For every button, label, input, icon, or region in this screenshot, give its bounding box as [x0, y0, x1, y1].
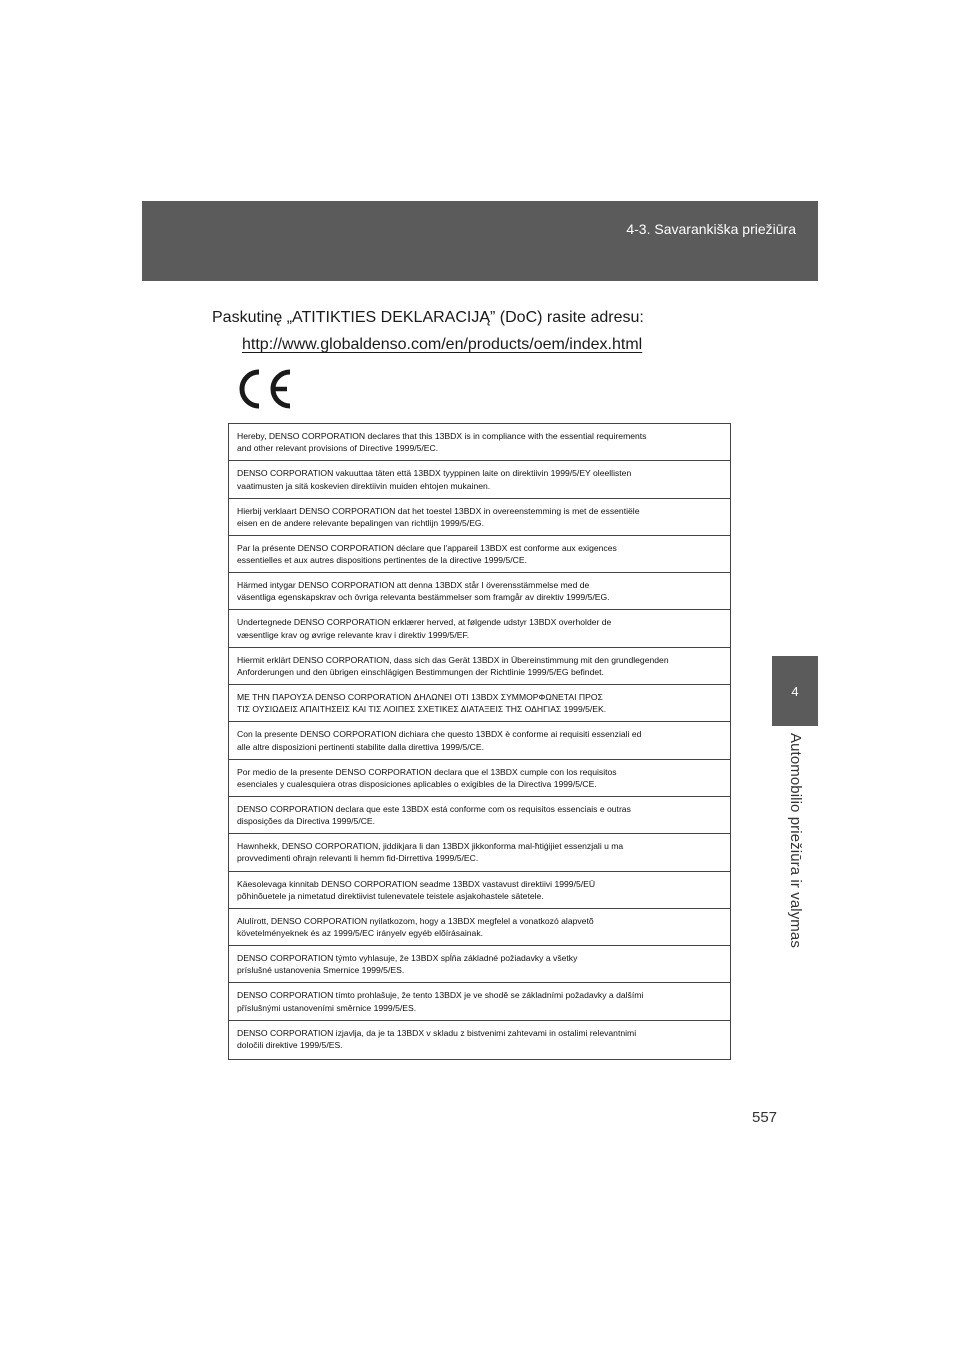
- declaration-row: Hiermit erklärt DENSO CORPORATION, dass sich das Gerät 13BDX in Übereinstimmung mit den grundlegenden Anforderungen und den übrigen einschlägigen Bestimmungen der Richtlinie 1999/5/EG befindet.: [229, 648, 730, 685]
- declaration-row: DENSO CORPORATION tímto prohlašuje, že tento 13BDX je ve shodě se základními požadavky a dalšími příslušnými ustanoveními směrnice 1999/5/ES.: [229, 983, 730, 1020]
- declaration-row: ΜΕ ΤΗΝ ΠΑΡΟΥΣΑ DENSO CORPORATION ΔΗΛΩΝΕΙ ΟΤΙ 13BDX ΣΥΜΜΟΡΦΩΝΕΤΑΙ ΠΡΟΣ ΤΙΣ ΟΥΣΙΩΔΕΙΣ ΑΠΑΙΤΗΣΕΙΣ ΚΑΙ ΤΙΣ ΛΟΙΠΕΣ ΣΧΕΤΙΚΕΣ ΔΙΑΤΑΞΕΙΣ ΤΗΣ ΟΔΗΓΙΑΣ 1999/5/ΕΚ.: [229, 685, 730, 722]
- doc-url-link[interactable]: http://www.globaldenso.com/en/products/oem/index.html: [242, 336, 643, 353]
- declaration-row: Alulírott, DENSO CORPORATION nyilatkozom, hogy a 13BDX megfelel a vonatkozó alapvetõ követelményeknek és az 1999/5/EC irányelv egyéb elõírásainak.: [229, 909, 730, 946]
- declaration-row: DENSO CORPORATION izjavlja, da je ta 13BDX v skladu z bistvenimi zahtevami in ostalimi relevantnimi določili direktive 1999/5/ES.: [237, 1027, 637, 1050]
- chapter-tab: [772, 656, 818, 726]
- page-number: 557: [752, 1109, 778, 1126]
- declaration-row: Con la presente DENSO CORPORATION dichiara che questo 13BDX è conforme ai requisiti essenziali ed alle altre disposizioni pertinenti stabilite dalla direttiva 1999/5/CE.: [229, 722, 730, 759]
- declaration-row: Undertegnede DENSO CORPORATION erklærer herved, at følgende udstyr 13BDX overholder de væsentlige krav og øvrige relevante krav i direktiv 1999/5/EF.: [229, 610, 730, 647]
- declaration-row: Hierbij verklaart DENSO CORPORATION dat het toestel 13BDX in overeenstemming is met de essentiële eisen en de andere relevante bepalingen van richtlijn 1999/5/EG.: [229, 499, 730, 536]
- declaration-row: DENSO CORPORATION declara que este 13BDX está conforme com os requisitos essenciais e outras disposições da Directiva 1999/5/CE.: [229, 797, 730, 834]
- chapter-number: 4: [791, 683, 799, 699]
- declaration-row: Käesolevaga kinnitab DENSO CORPORATION seadme 13BDX vastavust direktiivi 1999/5/EÜ põhinõuetele ja nimetatud direktiivist tulenevatele teistele asjakohastele sätetele.: [229, 872, 730, 909]
- header-band: [142, 201, 818, 281]
- declaration-row: DENSO CORPORATION týmto vyhlasuje, že 13BDX spĺňa základné požiadavky a všetky príslušné ustanovenia Smernice 1999/5/ES.: [229, 946, 730, 983]
- declaration-row: Por medio de la presente DENSO CORPORATION declara que el 13BDX cumple con los requisitos esenciales y cualesquiera otras disposiciones aplicables o exigibles de la Directiva 1999/5/CE.: [229, 760, 730, 797]
- declaration-row: Härmed intygar DENSO CORPORATION att denna 13BDX står I överensstämmelse med de väsentliga egenskapskrav och övriga relevanta bestämmelser som framgår av direktiv 1999/5/EG.: [229, 573, 730, 610]
- ce-mark-icon: [234, 368, 294, 410]
- section-title: 4-3. Savarankiška priežiūra: [626, 221, 796, 237]
- declaration-row: Hawnhekk, DENSO CORPORATION, jiddikjara li dan 13BDX jikkonforma mal-ħtiġijiet essenzjali u ma provvedimenti oħrajn relevanti li hemm fid-Dirrettiva 1999/5/EC.: [229, 834, 730, 871]
- chapter-label: Automobilio priežiūra ir valymas: [787, 733, 804, 948]
- lead-text: Paskutinę „ATITIKTIES DEKLARACIJĄ” (DoC) rasite adresu:: [212, 309, 644, 326]
- declaration-row: Par la présente DENSO CORPORATION déclare que l'appareil 13BDX est conforme aux exigences essentielles et aux autres dispositions pertinentes de la directive 1999/5/CE.: [229, 536, 730, 573]
- declaration-table: [228, 423, 731, 1060]
- declaration-row: Hereby, DENSO CORPORATION declares that this 13BDX is in compliance with the essential requirements and other relevant provisions of Directive 1999/5/EC.: [229, 424, 730, 461]
- declaration-row: DENSO CORPORATION vakuuttaa täten että 13BDX tyyppinen laite on direktiivin 1999/5/EY oleellisten vaatimusten ja sitä koskevien direktiivin muiden ehtojen mukainen.: [229, 461, 730, 498]
